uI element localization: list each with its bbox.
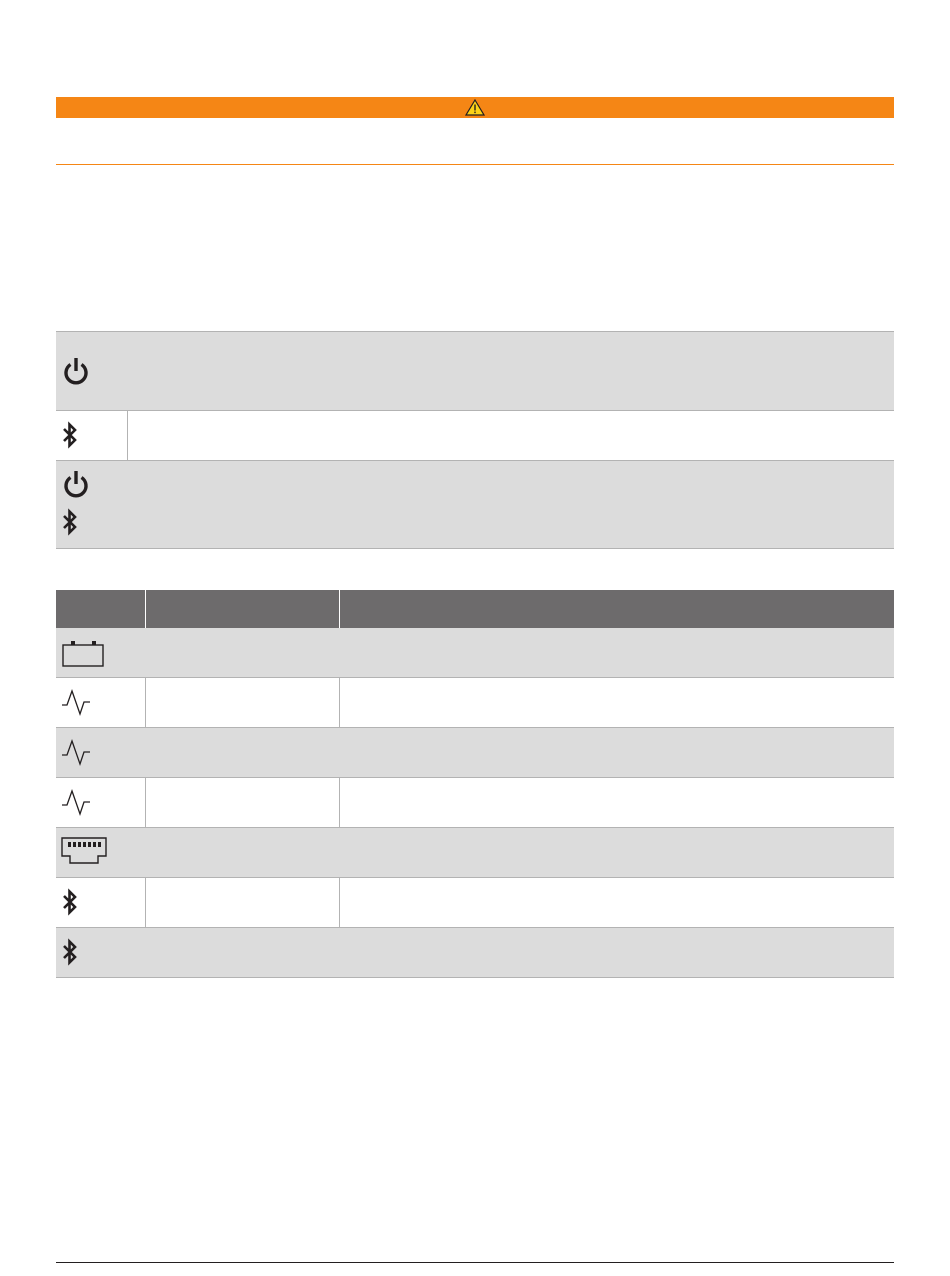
table-row [56, 828, 894, 878]
table-row [56, 678, 894, 728]
signal-icon [61, 737, 91, 767]
power-icon [62, 356, 90, 386]
table-row [56, 460, 894, 549]
column-divider [145, 678, 146, 727]
table-header [56, 590, 894, 628]
warning-banner [56, 97, 894, 118]
table-row [56, 331, 894, 410]
column-divider [145, 590, 146, 628]
warning-triangle-icon [465, 99, 485, 116]
signal-icon [61, 787, 91, 817]
signal-icon [61, 687, 91, 717]
column-divider [339, 878, 340, 927]
table-row [56, 778, 894, 828]
power-icon [62, 469, 90, 499]
bluetooth-icon [62, 938, 78, 966]
bluetooth-icon [62, 508, 78, 536]
footer-rule [56, 1262, 894, 1263]
column-divider [127, 411, 128, 460]
column-divider [339, 678, 340, 727]
ethernet-port-icon [61, 837, 107, 867]
table-row [56, 410, 894, 460]
battery-icon [62, 638, 104, 668]
bluetooth-icon [62, 421, 78, 449]
bluetooth-icon [62, 888, 78, 916]
table-row [56, 878, 894, 928]
column-divider [145, 878, 146, 927]
status-light-table [56, 331, 894, 549]
table-row [56, 728, 894, 778]
table-row [56, 928, 894, 978]
column-divider [339, 778, 340, 827]
column-divider [339, 590, 340, 628]
section-divider [56, 164, 894, 165]
column-divider [145, 778, 146, 827]
table-row [56, 628, 894, 678]
connector-table [56, 590, 894, 978]
